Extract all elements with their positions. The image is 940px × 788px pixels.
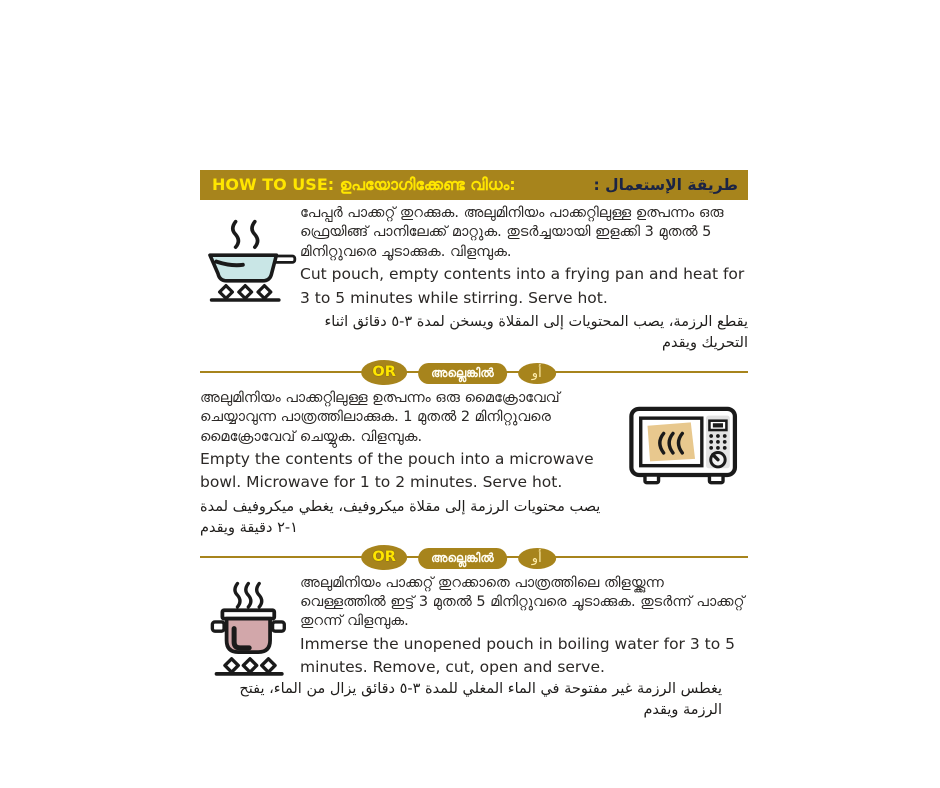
section-microwave: [200, 389, 748, 539]
header-title-english-malayalam: HOW TO USE: ഉപയോഗിക്കേണ്ട വിധം:: [212, 175, 516, 194]
or-badge-arabic: أو: [518, 548, 556, 569]
section-boiling-pot-text: [300, 574, 748, 680]
frying-pan-english-text: Cut pouch, empty contents into a frying pan and heat for 3 to 5 minutes while stirring. Serve hot.: [300, 265, 745, 307]
boiling-pot-malayalam-text: അലുമിനിയം പാക്കറ്റ് തുറക്കാതെ പാത്രത്തിലെ തിളയ്ക്കുന്ന വെള്ളത്തിൽ ഇട്ട് 3 മുതൽ 5 മിനിറ്റുവരെ ചൂടാക്കുക. തുടർന്ന് പാക്കറ്റ് തുറന്ന് വിളമ്പുക.: [300, 574, 745, 630]
section-frying-pan-text: [300, 204, 748, 354]
or-badge-english: OR: [361, 360, 407, 385]
boiling-pot-icon-column: [200, 574, 300, 679]
or-badge-english: OR: [361, 545, 407, 570]
or-badge-malayalam: അല്ലെങ്കിൽ: [418, 363, 507, 384]
microwave-icon: [628, 403, 740, 491]
instructions-content: [200, 170, 748, 721]
or-badges: [361, 360, 556, 385]
section-frying-pan: [200, 204, 748, 354]
section-boiling-pot: [200, 574, 748, 680]
section-microwave-text: [200, 389, 620, 539]
or-divider-2: [200, 544, 748, 570]
frying-pan-malayalam-text: പേപ്പർ പാക്കറ്റ് തുറക്കുക. അലുമിനിയം പാക്കറ്റിലുള്ള ഉത്പന്നം ഒരു ഫ്രെയിങ്ങ് പാനിലേക്ക് മാറ്റുക. തുടർച്ചയായി ഇളക്കി 3 മുതൽ 5 മിനിറ്റുവരെ ചൂടാക്കുക. വിളമ്പുക.: [300, 205, 724, 260]
frying-pan-arabic-text: يقطع الرزمة، يصب المحتويات إلى المقلاة ويسخن لمدة ٣-٥ دقائق اثناء التحريك ويقدم: [324, 313, 748, 351]
microwave-arabic-text: يصب محتويات الرزمة إلى مقلاة ميكروفيف، يغطي ميكروفيف لمدة ١-٢ دقيقة ويقدم: [200, 498, 601, 536]
or-badge-malayalam: അല്ലെങ്കിൽ: [418, 548, 507, 569]
boiling-pot-english-text: Immerse the unopened pouch in boiling water for 3 to 5 minutes. Remove, cut, open and serve.: [300, 634, 735, 677]
how-to-use-header-bar: [200, 170, 748, 200]
header-title-arabic: طريقة الإستعمال :: [593, 176, 738, 194]
frying-pan-icon-column: [200, 204, 300, 306]
frying-pan-icon: [202, 214, 298, 306]
boiling-pot-arabic-text: يغطس الرزمة غير مفتوحة في الماء المغلي للمدة ٣-٥ دقائق يزال من الماء، يفتح الرزمة ويقدم: [239, 681, 722, 719]
or-badges: [361, 545, 556, 570]
or-badge-arabic: أو: [518, 363, 556, 384]
or-divider-1: [200, 359, 748, 385]
microwave-icon-column: [620, 389, 748, 491]
microwave-english-text: Empty the contents of the pouch into a microwave bowl. Microwave for 1 to 2 minutes. Serve hot.: [200, 450, 594, 492]
microwave-malayalam-text: അലുമിനിയം പാക്കറ്റിലുള്ള ഉത്പന്നം ഒരു മൈക്രോവേവ് ചെയ്യാവുന്ന പാത്രത്തിലാക്കുക. 1 മുതൽ 2 മിനിറ്റുവരെ മൈക്രോവേവ് ചെയ്യുക. വിളമ്പുക.: [200, 389, 560, 445]
boiling-pot-icon: [204, 580, 296, 679]
